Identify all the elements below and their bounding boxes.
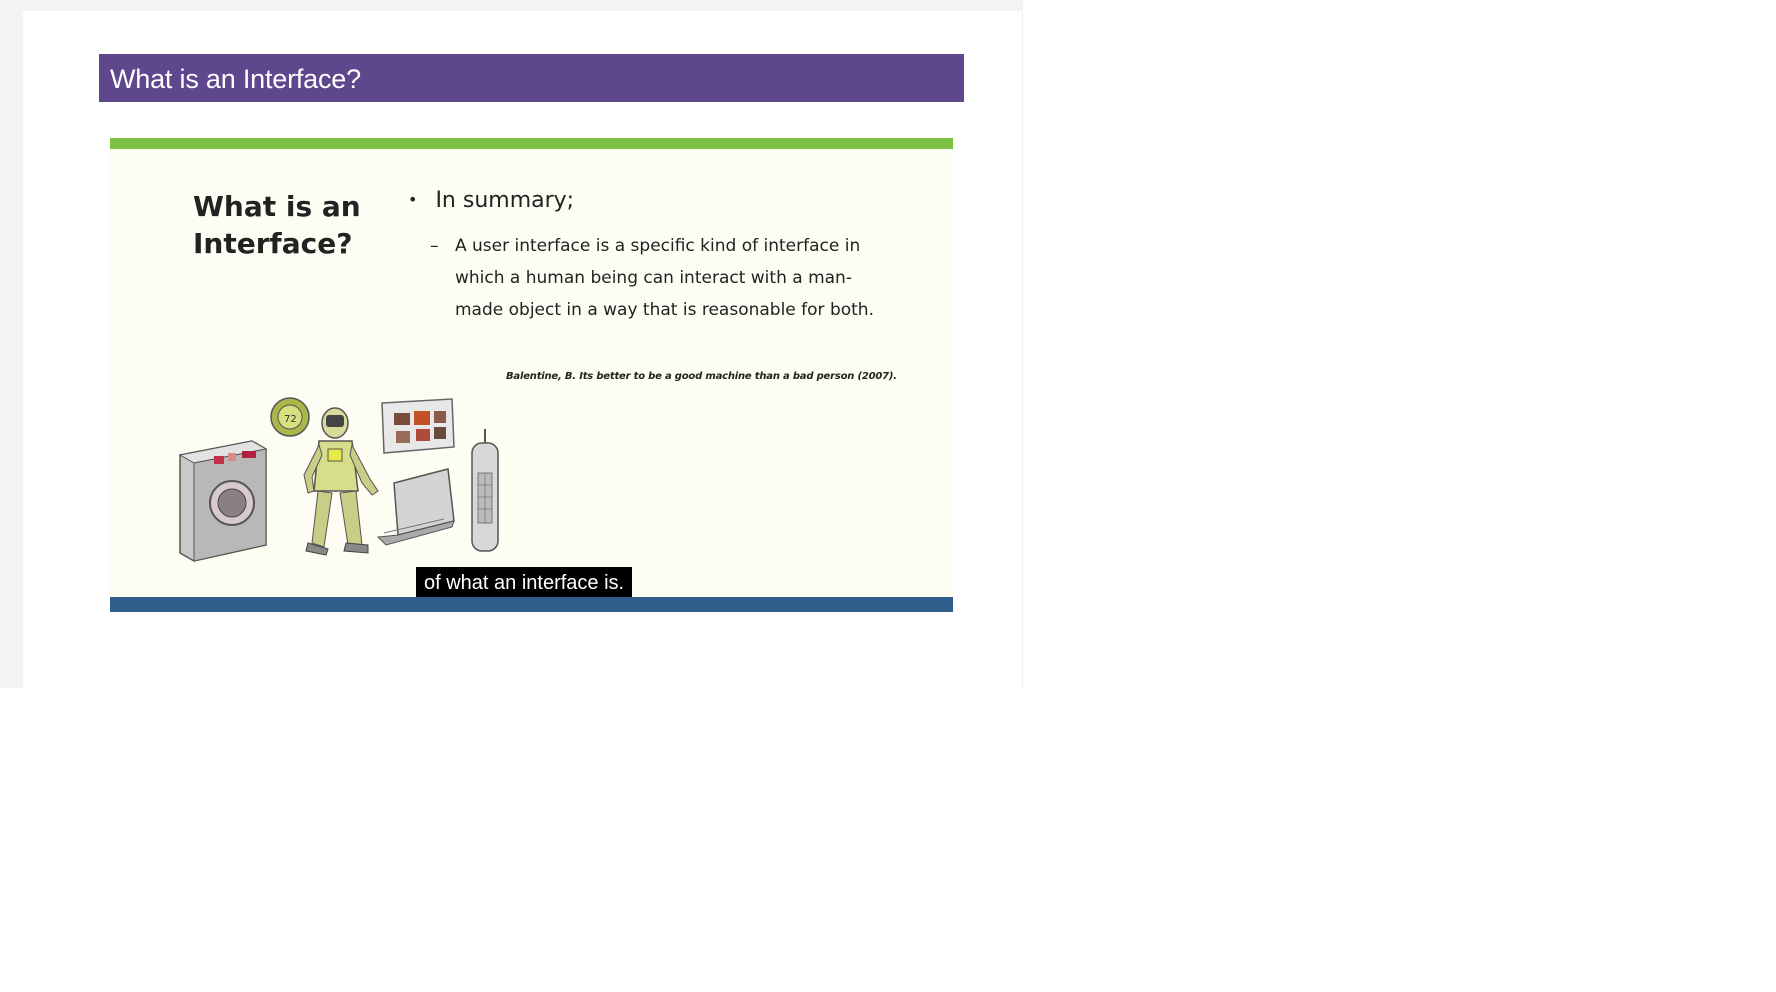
thermostat-value: 72 <box>284 414 297 425</box>
cordless-phone-icon <box>472 429 498 551</box>
slide-title: What is an Interface? <box>193 190 361 260</box>
bullet-dot-icon: • <box>408 190 418 209</box>
washing-machine-icon <box>180 441 266 561</box>
dash-icon: – <box>430 236 439 256</box>
slide-bullet-text: In summary; <box>435 188 575 213</box>
slide-sub-bullet-text: A user interface is a specific kind of interface in which a human being can interact with a man-made object in a way that is reasonable for both. <box>455 236 874 320</box>
picture-frame-icon <box>382 399 454 453</box>
left-gutter <box>0 0 23 688</box>
top-strip <box>0 0 1023 11</box>
section-title: What is an Interface? <box>110 63 361 94</box>
slide-citation: Balentine, B. Its better to be a good machine than a bad person (2007). <box>506 371 897 382</box>
video-player[interactable] <box>110 138 953 612</box>
laptop-icon <box>378 469 454 545</box>
devices-illustration <box>172 393 522 563</box>
slide-top-bar <box>110 138 953 149</box>
slide-bullet <box>408 188 574 213</box>
section-header <box>99 54 964 102</box>
slide-bottom-bar <box>110 597 953 612</box>
robot-icon <box>304 408 378 555</box>
thermostat-icon <box>271 398 309 436</box>
video-caption: of what an interface is. <box>416 567 632 601</box>
slide-sub-bullet <box>430 230 875 326</box>
